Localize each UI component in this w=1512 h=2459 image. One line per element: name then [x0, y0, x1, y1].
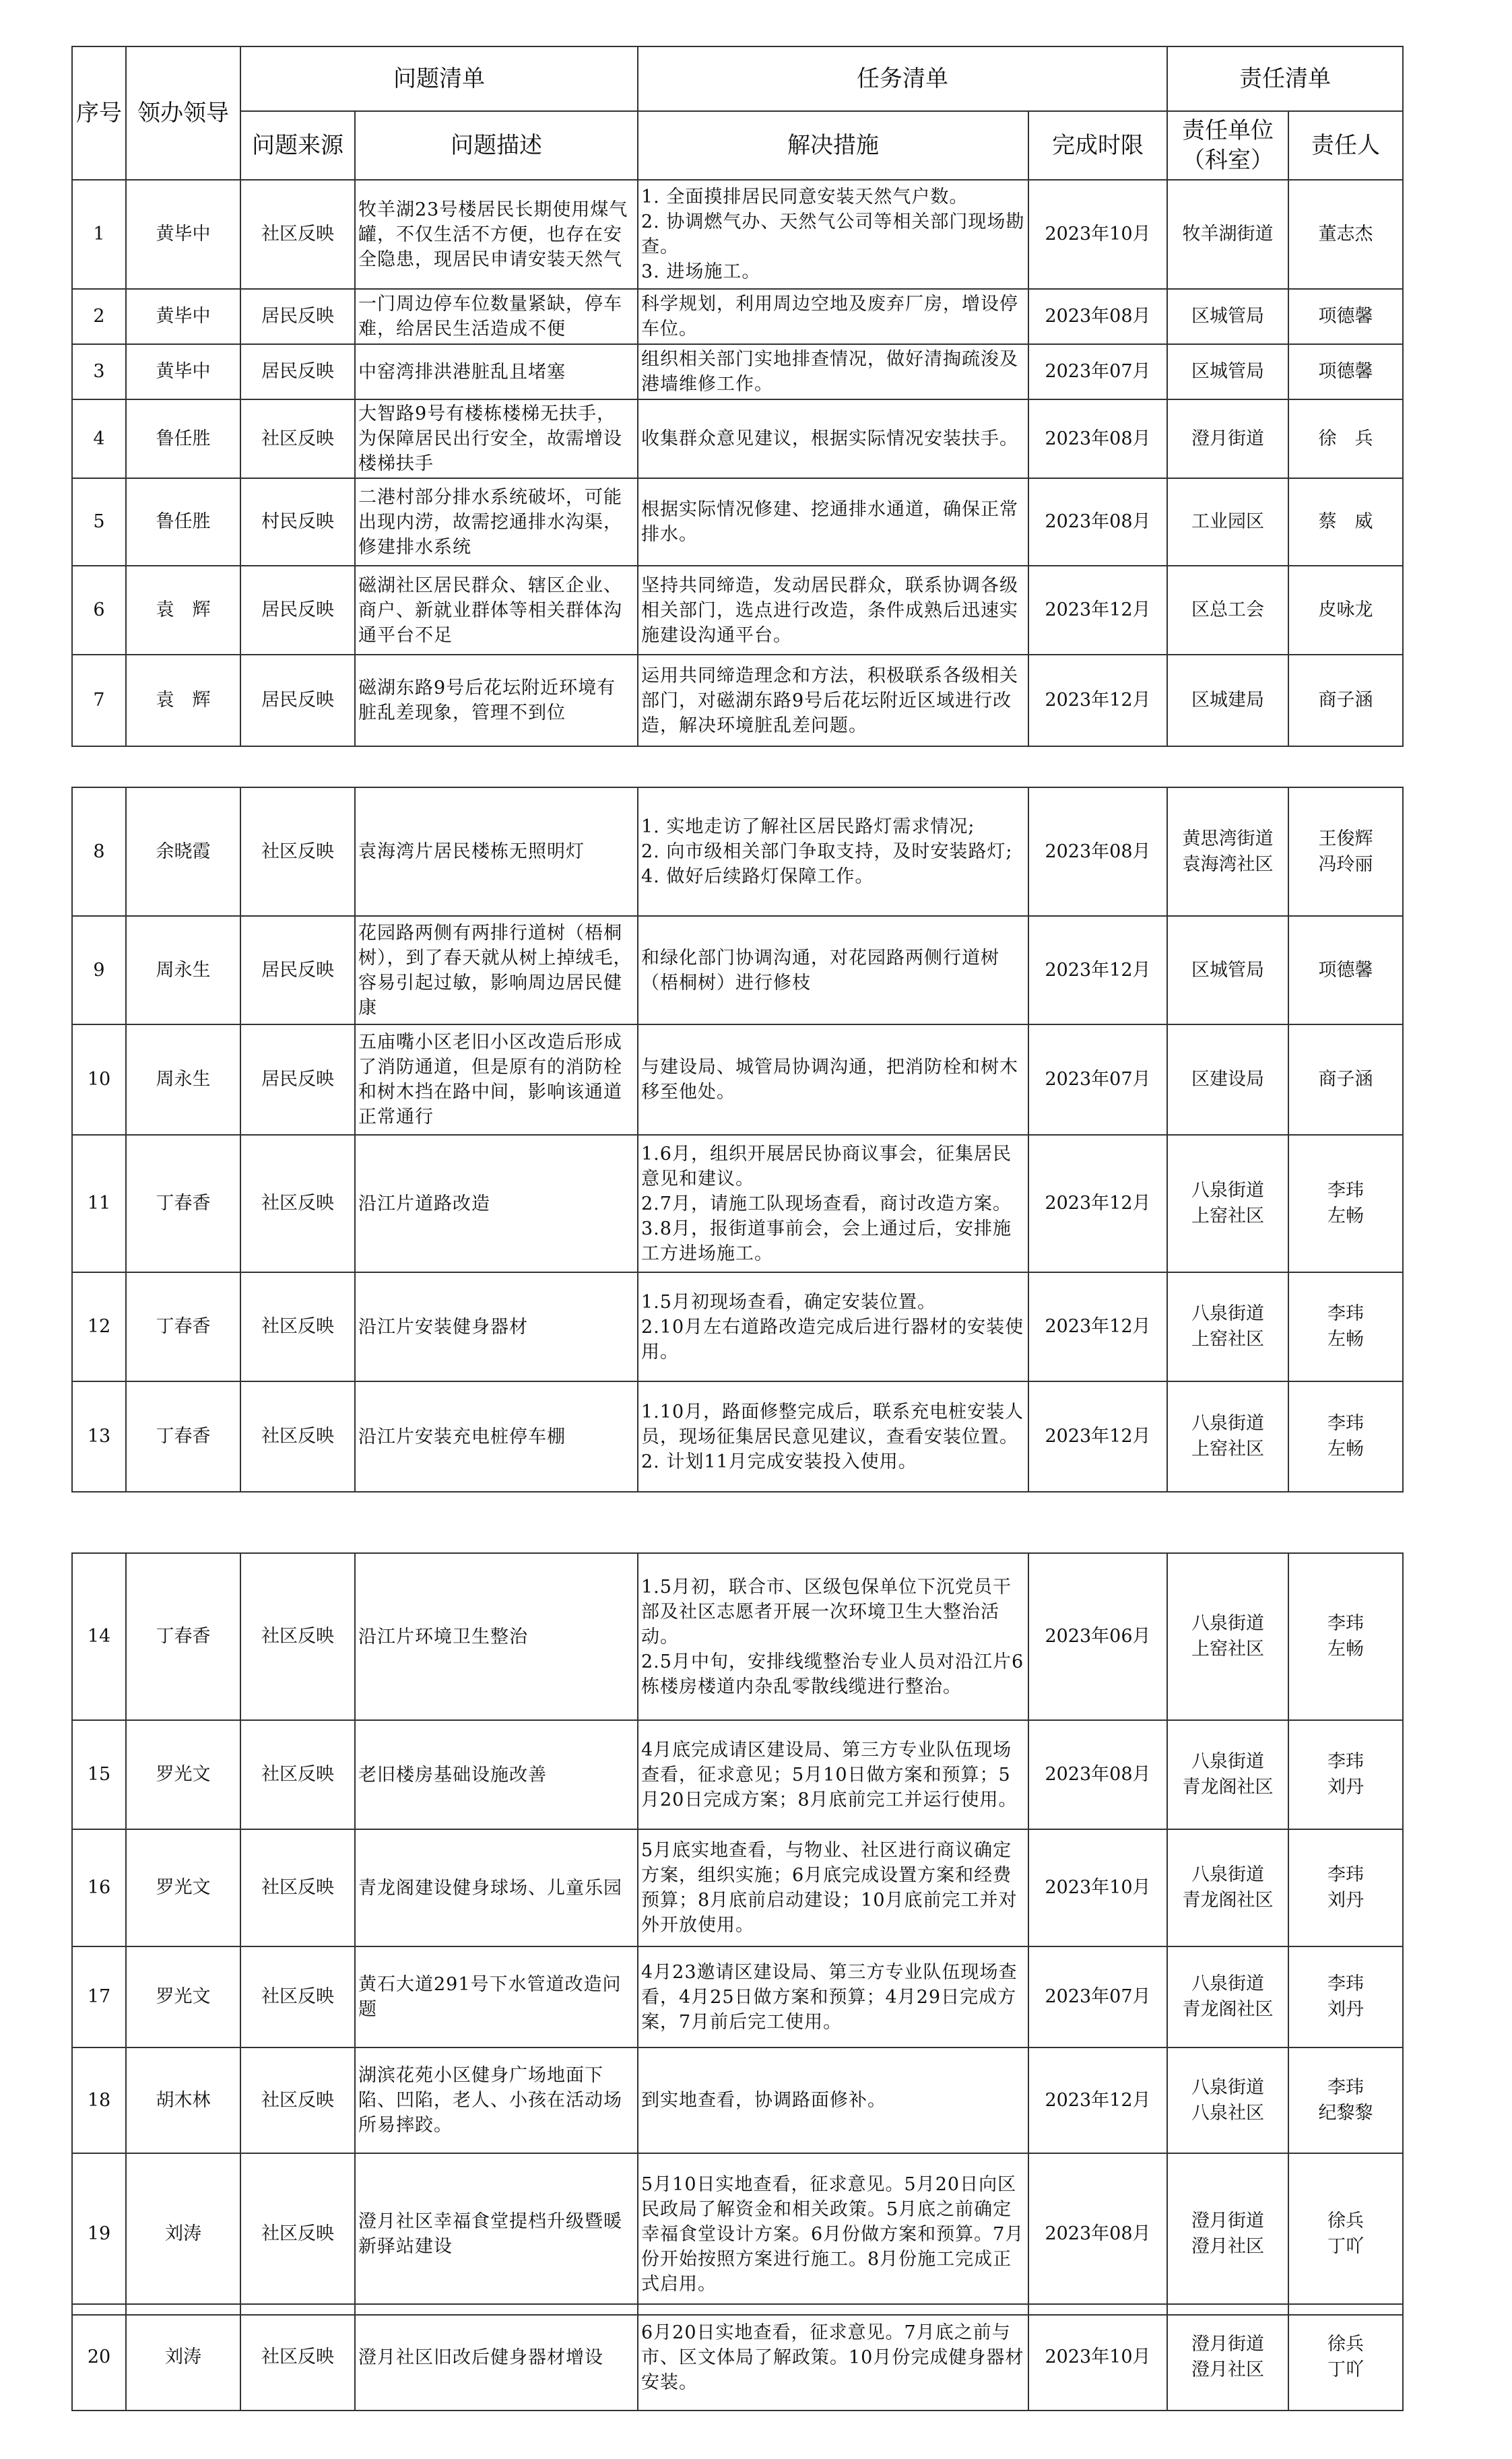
row-description: 磁湖东路9号后花坛附近环境有脏乱差现象，管理不到位: [355, 655, 638, 746]
measure-line: 1. 实地走访了解社区居民路灯需求情况;: [641, 816, 975, 837]
row-source: 社区反映: [240, 1135, 355, 1272]
table-row: [72, 399, 1403, 478]
row-deadline: 2023年12月: [1028, 566, 1167, 655]
row-description: 老旧楼房基础设施改善: [355, 1720, 638, 1829]
row-index: 2: [72, 289, 126, 344]
person-line: 丁吖: [1327, 2236, 1364, 2257]
row-person: [1288, 787, 1403, 916]
table-row: [72, 1946, 1403, 2047]
row-leader: 袁 辉: [126, 655, 240, 746]
measure-line: 6月20日实地查看，征求意见。7月底之前与市、区文体局了解政策。10月份完成健身器材安装。: [641, 2322, 1024, 2393]
measure-line: 2. 计划11月完成安装投入使用。: [641, 1451, 917, 1472]
header-source: 问题来源: [240, 111, 355, 180]
row-deadline: 2023年08月: [1028, 787, 1167, 916]
person-line: 纪黎黎: [1318, 2102, 1373, 2124]
row-source: 社区反映: [240, 2047, 355, 2153]
row-deadline: 2023年08月: [1028, 289, 1167, 344]
row-source: 居民反映: [240, 344, 355, 399]
measure-line: 2.10月左右道路改造完成后进行器材的安装使用。: [641, 1316, 1024, 1363]
person-line: 徐兵: [1327, 2334, 1364, 2355]
row-leader: 罗光文: [126, 1946, 240, 2047]
row-description: 袁海湾片居民楼栋无照明灯: [355, 787, 638, 916]
row-deadline: 2023年07月: [1028, 1024, 1167, 1135]
unit-line: 区总工会: [1191, 599, 1264, 620]
row-unit: [1167, 2304, 1288, 2411]
header-problem-list: 问题清单: [240, 46, 638, 111]
row-index: 13: [72, 1381, 126, 1492]
row-description: 澄月社区幸福食堂提档升级暨暖新驿站建设: [355, 2153, 638, 2315]
row-index: 4: [72, 399, 126, 478]
unit-line: 上窑社区: [1191, 1639, 1264, 1660]
row-description: 湖滨花苑小区健身广场地面下陷、凹陷，老人、小孩在活动场所易摔跤。: [355, 2047, 638, 2153]
person-line: 刘丹: [1327, 1890, 1364, 1911]
unit-line: 八泉街道: [1191, 1413, 1264, 1434]
row-index: 12: [72, 1272, 126, 1381]
row-measures: [638, 478, 1028, 566]
person-line: 董志杰: [1318, 224, 1373, 244]
row-measures: [638, 344, 1028, 399]
header-description: 问题描述: [355, 111, 638, 180]
measure-line: 4. 做好后续路灯保障工作。: [641, 866, 874, 887]
row-description: 中窑湾排洪港脏乱且堵塞: [355, 344, 638, 399]
row-index: 14: [72, 1553, 126, 1720]
row-person: [1288, 2304, 1403, 2411]
row-source: 社区反映: [240, 1946, 355, 2047]
row-index: 16: [72, 1829, 126, 1946]
row-leader: 刘涛: [126, 2153, 240, 2315]
table-row: [72, 1553, 1403, 1720]
task-table-block-3: [71, 1552, 1404, 2316]
table-row: [72, 655, 1403, 746]
row-source: 居民反映: [240, 289, 355, 344]
row-person: [1288, 1553, 1403, 1720]
table-row: [72, 916, 1403, 1024]
unit-line: 澄月社区: [1191, 2359, 1264, 2380]
person-line: 刘丹: [1327, 1999, 1364, 2020]
task-table-block-1: [71, 46, 1404, 747]
unit-line: 八泉街道: [1191, 2076, 1264, 2098]
row-measures: [638, 2153, 1028, 2315]
measure-line: 2.7月，请施工队现场查看，商讨改造方案。: [641, 1193, 1012, 1214]
measure-line: 5月底实地查看，与物业、社区进行商议确定方案，组织实施；6月底完成设置方案和经费预算；8月底前启动建设；10月底前完工并对外开放使用。: [641, 1840, 1018, 1936]
table-row: [72, 566, 1403, 655]
row-leader: 丁春香: [126, 1135, 240, 1272]
row-description: 花园路两侧有两排行道树（梧桐树），到了春天就从树上掉绒毛，容易引起过敏，影响周边居民健康: [355, 916, 638, 1024]
row-index: 5: [72, 478, 126, 566]
row-unit: [1167, 1024, 1288, 1135]
row-source: 社区反映: [240, 180, 355, 289]
row-description: 青龙阁建设健身球场、儿童乐园: [355, 1829, 638, 1946]
row-leader: 黄毕中: [126, 180, 240, 289]
measure-line: 科学规划，利用周边空地及废弃厂房，增设停车位。: [641, 294, 1018, 339]
row-unit: [1167, 344, 1288, 399]
person-line: 王俊辉: [1318, 828, 1373, 849]
measure-line: 2. 向市级相关部门争取支持，及时安装路灯;: [641, 841, 1013, 862]
unit-line: 八泉街道: [1191, 1864, 1264, 1885]
person-line: 李玮: [1327, 1864, 1364, 1885]
row-person: [1288, 655, 1403, 746]
table-row: [72, 1720, 1403, 1829]
table-row: [72, 180, 1403, 289]
row-measures: [638, 399, 1028, 478]
person-line: 李玮: [1327, 1180, 1364, 1201]
row-person: [1288, 2153, 1403, 2315]
row-unit: [1167, 2153, 1288, 2315]
row-description: 黄石大道291号下水管道改造问题: [355, 1946, 638, 2047]
person-line: 左畅: [1327, 1639, 1364, 1660]
measure-line: 和绿化部门协调沟通，对花园路两侧行道树（梧桐树）进行修枝: [641, 947, 999, 993]
row-person: [1288, 289, 1403, 344]
table-row: [72, 1272, 1403, 1381]
unit-line: 八泉街道: [1191, 1303, 1264, 1324]
row-index: 11: [72, 1135, 126, 1272]
row-index: 20: [72, 2304, 126, 2411]
row-unit: [1167, 655, 1288, 746]
row-measures: [638, 1553, 1028, 1720]
row-measures: [638, 180, 1028, 289]
row-description: 沿江片安装健身器材: [355, 1272, 638, 1381]
person-line: 李玮: [1327, 1303, 1364, 1324]
row-person: [1288, 566, 1403, 655]
row-source: 社区反映: [240, 1272, 355, 1381]
measure-line: 收集群众意见建议，根据实际情况安装扶手。: [641, 428, 1018, 449]
measure-line: 2. 协调燃气办、天然气公司等相关部门现场勘查。: [641, 211, 1025, 257]
row-leader: 黄毕中: [126, 344, 240, 399]
person-line: 左畅: [1327, 1329, 1364, 1350]
row-deadline: 2023年12月: [1028, 1272, 1167, 1381]
unit-line: 青龙阁社区: [1182, 1777, 1274, 1798]
unit-line: 区城管局: [1191, 959, 1264, 981]
row-description: 沿江片道路改造: [355, 1135, 638, 1272]
row-leader: 胡木林: [126, 2047, 240, 2153]
row-description: 沿江片环境卫生整治: [355, 1553, 638, 1720]
row-unit: [1167, 1946, 1288, 2047]
unit-line: 澄月街道: [1191, 2210, 1264, 2231]
row-source: 居民反映: [240, 916, 355, 1024]
row-index: 15: [72, 1720, 126, 1829]
person-line: 左畅: [1327, 1206, 1364, 1226]
row-description: 牧羊湖23号楼居民长期使用煤气罐，不仅生活不方便，也存在安全隐患，现居民申请安装天然气: [355, 180, 638, 289]
table-row: [72, 1829, 1403, 1946]
unit-line: 上窑社区: [1191, 1206, 1264, 1226]
measure-line: 1. 全面摸排居民同意安装天然气户数。: [641, 187, 968, 207]
unit-line: 八泉街道: [1191, 1751, 1264, 1772]
header-row-sub: [72, 111, 1403, 180]
row-measures: [638, 1024, 1028, 1135]
row-deadline: 2023年07月: [1028, 1946, 1167, 2047]
unit-line: 八泉街道: [1191, 1613, 1264, 1634]
unit-line: 青龙阁社区: [1182, 1999, 1274, 2020]
person-line: 李玮: [1327, 1973, 1364, 1994]
unit-line: 八泉街道: [1191, 1180, 1264, 1201]
header-index: 序号: [72, 46, 126, 180]
row-description: 五庙嘴小区老旧小区改造后形成了消防通道，但是原有的消防栓和树木挡在路中间，影响该通道正常通行: [355, 1024, 638, 1135]
row-leader: 余晓霞: [126, 787, 240, 916]
row-description: 一门周边停车位数量紧缺，停车难，给居民生活造成不便: [355, 289, 638, 344]
measure-line: 1.10月，路面修整完成后，联系充电桩安装人员，现场征集居民意见建议，查看安装位置。: [641, 1401, 1024, 1447]
measure-line: 1.6月，组织开展居民协商议事会，征集居民意见和建议。: [641, 1143, 1012, 1189]
row-measures: [638, 2047, 1028, 2153]
row-measures: [638, 1381, 1028, 1492]
row-description: 磁湖社区居民群众、辖区企业、商户、新就业群体等相关群体沟通平台不足: [355, 566, 638, 655]
table-row: [72, 787, 1403, 916]
row-unit: [1167, 1272, 1288, 1381]
unit-line: 八泉街道: [1191, 1973, 1264, 1994]
row-source: 社区反映: [240, 1553, 355, 1720]
person-line: 项德馨: [1318, 306, 1373, 327]
person-line: 皮咏龙: [1318, 599, 1373, 620]
row-index: 17: [72, 1946, 126, 2047]
person-line: 刘丹: [1327, 1777, 1364, 1798]
row-person: [1288, 344, 1403, 399]
person-line: 项德馨: [1318, 959, 1373, 981]
row-unit: [1167, 787, 1288, 916]
row-unit: [1167, 289, 1288, 344]
row-deadline: 2023年12月: [1028, 2047, 1167, 2153]
row-deadline: 2023年07月: [1028, 344, 1167, 399]
measure-line: 到实地查看，协调路面修补。: [641, 2090, 886, 2111]
row-description: 二港村部分排水系统破坏，可能出现内涝，故需挖通排水沟渠，修建排水系统: [355, 478, 638, 566]
row-measures: [638, 1272, 1028, 1381]
row-person: [1288, 1381, 1403, 1492]
measure-line: 2.5月中旬，安排线缆整治专业人员对沿江片6栋楼房楼道内杂乱零散线缆进行整治。: [641, 1651, 1024, 1697]
table-row: [72, 1135, 1403, 1272]
row-person: [1288, 399, 1403, 478]
row-measures: [638, 916, 1028, 1024]
row-description: 大智路9号有楼栋楼梯无扶手，为保障居民出行安全，故需增设楼梯扶手: [355, 399, 638, 478]
row-source: 社区反映: [240, 2153, 355, 2315]
row-source: 社区反映: [240, 1720, 355, 1829]
measure-line: 3. 进场施工。: [641, 261, 761, 282]
row-person: [1288, 1272, 1403, 1381]
row-unit: [1167, 180, 1288, 289]
table-row: [72, 344, 1403, 399]
row-person: [1288, 916, 1403, 1024]
table-row: [72, 1381, 1403, 1492]
measure-line: 5月10日实地查看，征求意见。5月20日向区民政局了解资金和相关政策。5月底之前确定幸福食堂设计方案。6月份做方案和预算。7月份开始按照方案进行施工。8月份施工完成正式启用。: [641, 2173, 1024, 2295]
row-deadline: 2023年08月: [1028, 478, 1167, 566]
row-description: 沿江片安装充电桩停车棚: [355, 1381, 638, 1492]
row-leader: 鲁任胜: [126, 478, 240, 566]
row-leader: 罗光文: [126, 1720, 240, 1829]
row-source: 社区反映: [240, 1381, 355, 1492]
row-unit: [1167, 1829, 1288, 1946]
unit-line: 青龙阁社区: [1182, 1890, 1274, 1911]
row-measures: [638, 1135, 1028, 1272]
unit-line: 澄月街道: [1191, 2334, 1264, 2355]
task-table-block-2: [71, 787, 1404, 1493]
measure-line: 与建设局、城管局协调沟通，把消防栓和树木移至他处。: [641, 1057, 1018, 1103]
row-unit: [1167, 399, 1288, 478]
unit-line: 工业园区: [1191, 511, 1264, 532]
row-source: 居民反映: [240, 1024, 355, 1135]
person-line: 徐兵: [1327, 2210, 1364, 2231]
row-deadline: 2023年10月: [1028, 2304, 1167, 2411]
header-row-top: [72, 46, 1403, 111]
table-row: [72, 289, 1403, 344]
unit-line: 黄思湾街道: [1182, 828, 1274, 849]
row-index: 8: [72, 787, 126, 916]
measure-line: 1.5月初，联合市、区级包保单位下沉党员干部及社区志愿者开展一次环境卫生大整治活动。: [641, 1576, 1012, 1647]
row-person: [1288, 1135, 1403, 1272]
row-measures: [638, 2304, 1028, 2411]
person-line: 商子涵: [1318, 690, 1373, 711]
measure-line: 坚持共同缔造，发动居民群众，联系协调各级相关部门，选点进行改造，条件成熟后迅速实施建设沟通平台。: [641, 575, 1018, 646]
row-leader: 丁春香: [126, 1553, 240, 1720]
table-row: [72, 2304, 1403, 2411]
row-unit: [1167, 1381, 1288, 1492]
person-line: 丁吖: [1327, 2359, 1364, 2380]
unit-line: 袁海湾社区: [1182, 853, 1274, 875]
table-row: [72, 1024, 1403, 1135]
row-unit: [1167, 566, 1288, 655]
row-person: [1288, 1829, 1403, 1946]
row-person: [1288, 2047, 1403, 2153]
row-deadline: 2023年12月: [1028, 1381, 1167, 1492]
person-line: 左畅: [1327, 1439, 1364, 1460]
row-deadline: 2023年12月: [1028, 655, 1167, 746]
row-leader: 丁春香: [126, 1381, 240, 1492]
row-description: 澄月社区旧改后健身器材增设: [355, 2304, 638, 2411]
row-leader: 罗光文: [126, 1829, 240, 1946]
row-measures: [638, 566, 1028, 655]
unit-line: 区建设局: [1191, 1069, 1264, 1090]
row-deadline: 2023年10月: [1028, 180, 1167, 289]
row-source: 社区反映: [240, 2304, 355, 2411]
row-leader: 周永生: [126, 916, 240, 1024]
row-index: 1: [72, 180, 126, 289]
person-line: 李玮: [1327, 1751, 1364, 1772]
row-unit: [1167, 1553, 1288, 1720]
row-measures: [638, 655, 1028, 746]
table-row: [72, 2047, 1403, 2153]
row-person: [1288, 478, 1403, 566]
row-source: 居民反映: [240, 566, 355, 655]
row-source: 社区反映: [240, 399, 355, 478]
row-unit: [1167, 478, 1288, 566]
row-measures: [638, 1829, 1028, 1946]
row-source: 社区反映: [240, 787, 355, 916]
measure-line: 4月底完成请区建设局、第三方专业队伍现场查看，征求意见；5月10日做方案和预算；5月20日完成方案；8月底前完工并运行使用。: [641, 1739, 1018, 1810]
row-unit: [1167, 1720, 1288, 1829]
row-person: [1288, 1024, 1403, 1135]
row-measures: [638, 787, 1028, 916]
row-deadline: 2023年12月: [1028, 1135, 1167, 1272]
row-leader: 鲁任胜: [126, 399, 240, 478]
task-table-block-4: [71, 2303, 1404, 2411]
person-line: 蔡 威: [1318, 511, 1373, 532]
row-leader: 袁 辉: [126, 566, 240, 655]
unit-line: 上窑社区: [1191, 1329, 1264, 1350]
row-leader: 丁春香: [126, 1272, 240, 1381]
row-index: 9: [72, 916, 126, 1024]
row-source: 社区反映: [240, 1829, 355, 1946]
unit-line: 澄月社区: [1191, 2236, 1264, 2257]
row-deadline: 2023年12月: [1028, 916, 1167, 1024]
row-index: 10: [72, 1024, 126, 1135]
header-unit: 责任单位 （科室）: [1167, 111, 1288, 180]
measure-line: 组织相关部门实地排查情况，做好清掏疏浚及港墙维修工作。: [641, 349, 1018, 395]
row-deadline: 2023年08月: [1028, 399, 1167, 478]
person-line: 商子涵: [1318, 1069, 1373, 1090]
person-line: 李玮: [1327, 1613, 1364, 1634]
row-measures: [638, 1720, 1028, 1829]
measure-line: 4月23邀请区建设局、第三方专业队伍现场查看，4月25日做方案和预算；4月29日完成方案，7月前后完工使用。: [641, 1961, 1018, 2033]
person-line: 徐 兵: [1318, 428, 1373, 449]
header-task-list: 任务清单: [638, 46, 1167, 111]
row-deadline: 2023年08月: [1028, 1720, 1167, 1829]
row-leader: 黄毕中: [126, 289, 240, 344]
row-deadline: 2023年08月: [1028, 2153, 1167, 2315]
header-responsibility-list: 责任清单: [1167, 46, 1403, 111]
row-measures: [638, 1946, 1028, 2047]
table-row: [72, 478, 1403, 566]
header-person: 责任人: [1288, 111, 1403, 180]
person-line: 李玮: [1327, 1413, 1364, 1434]
row-deadline: 2023年06月: [1028, 1553, 1167, 1720]
unit-line: 牧羊湖街道: [1182, 224, 1274, 244]
row-leader: 周永生: [126, 1024, 240, 1135]
row-index: 6: [72, 566, 126, 655]
unit-line: 澄月街道: [1191, 428, 1264, 449]
unit-line: 区城管局: [1191, 361, 1264, 382]
row-unit: [1167, 2047, 1288, 2153]
row-index: 18: [72, 2047, 126, 2153]
measure-line: 根据实际情况修建、挖通排水通道，确保正常排水。: [641, 499, 1018, 545]
unit-line: 八泉社区: [1191, 2102, 1264, 2124]
header-deadline: 完成时限: [1028, 111, 1167, 180]
row-person: [1288, 1720, 1403, 1829]
row-person: [1288, 180, 1403, 289]
person-line: 李玮: [1327, 2076, 1364, 2098]
row-source: 居民反映: [240, 655, 355, 746]
row-leader: 刘涛: [126, 2304, 240, 2411]
header-measures: 解决措施: [638, 111, 1028, 180]
person-line: 冯玲丽: [1318, 853, 1373, 875]
measure-line: 3.8月，报街道事前会，会上通过后，安排施工方进场施工。: [641, 1218, 1012, 1264]
measure-line: 1.5月初现场查看，确定安装位置。: [641, 1291, 936, 1313]
row-unit: [1167, 916, 1288, 1024]
row-deadline: 2023年10月: [1028, 1829, 1167, 1946]
row-index: 7: [72, 655, 126, 746]
unit-line: 区城建局: [1191, 690, 1264, 711]
row-index: 19: [72, 2153, 126, 2315]
row-measures: [638, 289, 1028, 344]
unit-line: 上窑社区: [1191, 1439, 1264, 1460]
table-row: [72, 2153, 1403, 2315]
header-leader: 领办领导: [126, 46, 240, 180]
row-source: 村民反映: [240, 478, 355, 566]
unit-line: 区城管局: [1191, 306, 1264, 327]
row-person: [1288, 1946, 1403, 2047]
measure-line: 运用共同缔造理念和方法，积极联系各级相关部门，对磁湖东路9号后花坛附近区域进行改造，解决环境脏乱差问题。: [641, 665, 1018, 736]
row-index: 3: [72, 344, 126, 399]
row-unit: [1167, 1135, 1288, 1272]
person-line: 项德馨: [1318, 361, 1373, 382]
